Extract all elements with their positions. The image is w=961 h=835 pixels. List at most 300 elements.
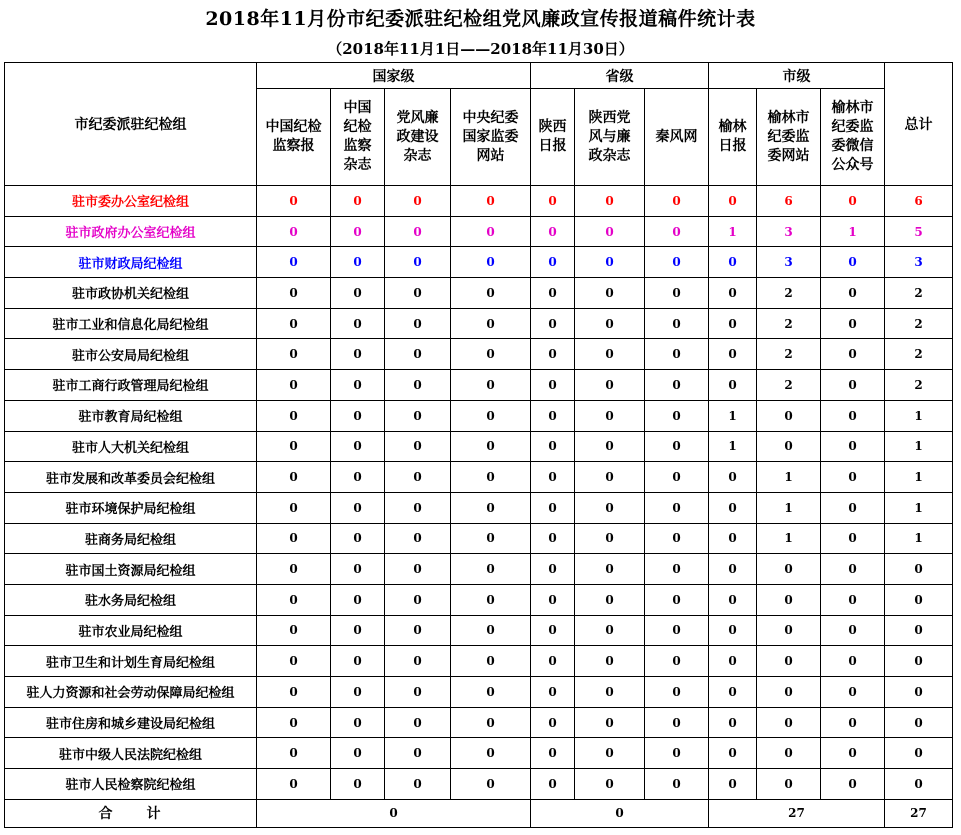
grand-total-row xyxy=(5,799,953,827)
column-header xyxy=(821,89,885,186)
value-cell: 0 xyxy=(645,492,709,523)
value-cell: 0 xyxy=(451,707,531,738)
value-cell: 0 xyxy=(709,646,757,677)
value-cell: 0 xyxy=(331,615,385,646)
value-cell: 0 xyxy=(331,492,385,523)
column-header-line: 中央纪委 xyxy=(462,109,519,126)
value-cell: 0 xyxy=(531,400,575,431)
value-cell: 0 xyxy=(821,186,885,217)
group-national-header: 国家级 xyxy=(257,63,531,89)
row-total-cell: 2 xyxy=(885,308,953,339)
row-total-cell: 0 xyxy=(885,738,953,769)
value-cell: 0 xyxy=(645,216,709,247)
value-cell: 0 xyxy=(575,462,645,493)
value-cell: 0 xyxy=(709,769,757,800)
value-cell: 0 xyxy=(645,339,709,370)
value-cell: 0 xyxy=(257,646,331,677)
value-cell: 0 xyxy=(385,769,451,800)
value-cell: 0 xyxy=(531,370,575,401)
value-cell: 0 xyxy=(531,216,575,247)
value-cell: 2 xyxy=(757,370,821,401)
row-name-cell: 驻市政协机关纪检组 xyxy=(5,278,257,309)
value-cell: 2 xyxy=(757,339,821,370)
value-cell: 0 xyxy=(385,278,451,309)
value-cell: 0 xyxy=(331,769,385,800)
table-row xyxy=(5,247,953,278)
value-cell: 0 xyxy=(257,492,331,523)
row-total-cell: 0 xyxy=(885,677,953,708)
column-header-line: 纪委监 xyxy=(831,119,874,135)
value-cell: 0 xyxy=(257,584,331,615)
column-header-line: 日报 xyxy=(718,138,747,154)
value-cell: 0 xyxy=(331,462,385,493)
value-cell: 0 xyxy=(645,646,709,677)
value-cell: 0 xyxy=(757,646,821,677)
value-cell: 0 xyxy=(385,462,451,493)
value-cell: 0 xyxy=(451,523,531,554)
value-cell: 0 xyxy=(385,370,451,401)
column-header-line: 国家监委 xyxy=(462,128,519,145)
row-name-cell: 驻市工业和信息化局纪检组 xyxy=(5,308,257,339)
value-cell: 0 xyxy=(709,339,757,370)
value-cell: 0 xyxy=(709,707,757,738)
column-header-line: 杂志 xyxy=(403,147,432,164)
row-label-header: 市纪委派驻纪检组 xyxy=(5,63,257,186)
row-total-cell: 2 xyxy=(885,278,953,309)
value-cell: 0 xyxy=(575,370,645,401)
row-total-cell: 5 xyxy=(885,216,953,247)
value-cell: 0 xyxy=(451,677,531,708)
value-cell: 0 xyxy=(709,738,757,769)
value-cell: 0 xyxy=(331,677,385,708)
value-cell: 0 xyxy=(385,186,451,217)
value-cell: 3 xyxy=(757,247,821,278)
value-cell: 0 xyxy=(257,308,331,339)
value-cell: 0 xyxy=(331,584,385,615)
column-header-line: 秦风网 xyxy=(655,128,698,145)
column-header-line: 纪检 xyxy=(343,119,372,135)
value-cell: 0 xyxy=(531,462,575,493)
value-cell: 0 xyxy=(709,370,757,401)
table-row xyxy=(5,431,953,462)
row-total-cell: 2 xyxy=(885,339,953,370)
value-cell: 3 xyxy=(757,216,821,247)
value-cell: 0 xyxy=(645,186,709,217)
value-cell: 0 xyxy=(709,247,757,278)
value-cell: 0 xyxy=(257,523,331,554)
value-cell: 0 xyxy=(757,738,821,769)
value-cell: 0 xyxy=(645,523,709,554)
column-header-line: 政杂志 xyxy=(588,147,631,164)
column-header-line: 监察 xyxy=(343,138,372,154)
value-cell: 0 xyxy=(531,615,575,646)
value-cell: 0 xyxy=(821,769,885,800)
value-cell: 0 xyxy=(645,769,709,800)
column-header-line: 榆林市 xyxy=(831,100,874,116)
value-cell: 0 xyxy=(385,339,451,370)
value-cell: 0 xyxy=(257,677,331,708)
column-header-line: 网站 xyxy=(476,147,505,164)
table-row xyxy=(5,707,953,738)
column-header xyxy=(575,89,645,186)
value-cell: 0 xyxy=(757,769,821,800)
table-row xyxy=(5,615,953,646)
value-cell: 1 xyxy=(757,523,821,554)
column-header-line: 中国 xyxy=(343,100,372,116)
row-total-cell: 1 xyxy=(885,492,953,523)
table-row xyxy=(5,523,953,554)
row-total-cell: 0 xyxy=(885,707,953,738)
statistics-table xyxy=(4,62,953,828)
value-cell: 0 xyxy=(451,216,531,247)
column-header-line: 委微信 xyxy=(831,138,874,154)
value-cell: 0 xyxy=(331,554,385,585)
value-cell: 1 xyxy=(709,431,757,462)
column-header-line: 风与廉 xyxy=(588,128,631,145)
provincial-total-cell: 0 xyxy=(531,799,709,827)
value-cell: 0 xyxy=(257,186,331,217)
row-name-cell: 驻水务局纪检组 xyxy=(5,584,257,615)
value-cell: 0 xyxy=(257,615,331,646)
table-row xyxy=(5,400,953,431)
value-cell: 0 xyxy=(575,339,645,370)
value-cell: 0 xyxy=(451,370,531,401)
value-cell: 0 xyxy=(531,247,575,278)
table-row xyxy=(5,554,953,585)
table-row xyxy=(5,216,953,247)
city-total-cell: 27 xyxy=(709,799,885,827)
row-total-cell: 0 xyxy=(885,584,953,615)
row-name-cell: 驻市公安局局纪检组 xyxy=(5,339,257,370)
value-cell: 0 xyxy=(451,400,531,431)
value-cell: 0 xyxy=(709,677,757,708)
row-name-cell: 驻市国土资源局纪检组 xyxy=(5,554,257,585)
value-cell: 0 xyxy=(531,339,575,370)
value-cell: 0 xyxy=(257,339,331,370)
row-name-cell: 驻市教育局纪检组 xyxy=(5,400,257,431)
value-cell: 0 xyxy=(331,431,385,462)
value-cell: 0 xyxy=(257,247,331,278)
value-cell: 0 xyxy=(821,400,885,431)
value-cell: 0 xyxy=(331,400,385,431)
value-cell: 0 xyxy=(645,370,709,401)
value-cell: 0 xyxy=(821,492,885,523)
value-cell: 0 xyxy=(257,370,331,401)
column-header xyxy=(757,89,821,186)
value-cell: 0 xyxy=(257,462,331,493)
value-cell: 0 xyxy=(575,738,645,769)
column-header-line: 陕西党 xyxy=(588,109,631,126)
value-cell: 0 xyxy=(331,278,385,309)
value-cell: 0 xyxy=(821,554,885,585)
value-cell: 0 xyxy=(257,769,331,800)
value-cell: 0 xyxy=(709,492,757,523)
row-total-cell: 0 xyxy=(885,769,953,800)
value-cell: 0 xyxy=(331,247,385,278)
column-header-line: 榆林 xyxy=(718,119,747,135)
row-name-cell: 驻商务局纪检组 xyxy=(5,523,257,554)
value-cell: 0 xyxy=(757,400,821,431)
value-cell: 0 xyxy=(575,400,645,431)
value-cell: 0 xyxy=(451,278,531,309)
table-row xyxy=(5,308,953,339)
value-cell: 0 xyxy=(645,308,709,339)
column-header xyxy=(645,89,709,186)
row-total-cell: 0 xyxy=(885,646,953,677)
value-cell: 0 xyxy=(645,278,709,309)
value-cell: 0 xyxy=(709,615,757,646)
table-row xyxy=(5,769,953,800)
value-cell: 0 xyxy=(385,216,451,247)
value-cell: 0 xyxy=(709,554,757,585)
value-cell: 0 xyxy=(757,431,821,462)
value-cell: 0 xyxy=(451,738,531,769)
column-header xyxy=(331,89,385,186)
value-cell: 0 xyxy=(821,738,885,769)
column-header-line: 公众号 xyxy=(831,157,874,173)
value-cell: 0 xyxy=(645,738,709,769)
value-cell: 0 xyxy=(531,554,575,585)
table-row xyxy=(5,646,953,677)
value-cell: 0 xyxy=(821,339,885,370)
value-cell: 0 xyxy=(257,431,331,462)
value-cell: 0 xyxy=(575,216,645,247)
value-cell: 0 xyxy=(531,523,575,554)
column-header-line: 陕西 xyxy=(538,119,567,135)
value-cell: 0 xyxy=(575,492,645,523)
value-cell: 0 xyxy=(575,247,645,278)
value-cell: 0 xyxy=(575,584,645,615)
value-cell: 0 xyxy=(645,677,709,708)
column-header xyxy=(385,89,451,186)
value-cell: 0 xyxy=(575,186,645,217)
table-row xyxy=(5,186,953,217)
value-cell: 0 xyxy=(531,584,575,615)
value-cell: 0 xyxy=(821,523,885,554)
group-city-header: 市级 xyxy=(709,63,885,89)
value-cell: 0 xyxy=(821,646,885,677)
value-cell: 0 xyxy=(821,462,885,493)
value-cell: 0 xyxy=(531,186,575,217)
value-cell: 0 xyxy=(257,278,331,309)
value-cell: 0 xyxy=(531,677,575,708)
value-cell: 0 xyxy=(575,707,645,738)
value-cell: 1 xyxy=(757,492,821,523)
column-header xyxy=(531,89,575,186)
value-cell: 0 xyxy=(385,677,451,708)
column-header xyxy=(257,89,331,186)
value-cell: 0 xyxy=(575,677,645,708)
value-cell: 0 xyxy=(821,431,885,462)
row-name-cell: 驻市委办公室纪检组 xyxy=(5,186,257,217)
value-cell: 0 xyxy=(821,707,885,738)
value-cell: 0 xyxy=(821,370,885,401)
value-cell: 0 xyxy=(451,431,531,462)
table-row xyxy=(5,584,953,615)
row-total-cell: 1 xyxy=(885,431,953,462)
value-cell: 2 xyxy=(757,278,821,309)
value-cell: 0 xyxy=(331,308,385,339)
value-cell: 0 xyxy=(645,462,709,493)
value-cell: 0 xyxy=(531,492,575,523)
value-cell: 0 xyxy=(821,308,885,339)
value-cell: 0 xyxy=(645,400,709,431)
value-cell: 0 xyxy=(531,278,575,309)
column-header-line: 杂志 xyxy=(343,157,372,173)
value-cell: 0 xyxy=(451,339,531,370)
row-total-cell: 0 xyxy=(885,554,953,585)
value-cell: 0 xyxy=(451,615,531,646)
value-cell: 0 xyxy=(257,216,331,247)
row-name-cell: 驻市环境保护局纪检组 xyxy=(5,492,257,523)
row-name-cell: 驻市政府办公室纪检组 xyxy=(5,216,257,247)
value-cell: 0 xyxy=(709,308,757,339)
row-name-cell: 驻市农业局纪检组 xyxy=(5,615,257,646)
column-header xyxy=(451,89,531,186)
value-cell: 0 xyxy=(385,615,451,646)
row-name-cell: 驻市住房和城乡建设局纪检组 xyxy=(5,707,257,738)
value-cell: 0 xyxy=(645,615,709,646)
value-cell: 0 xyxy=(575,431,645,462)
row-name-cell: 驻人力资源和社会劳动保障局纪检组 xyxy=(5,677,257,708)
value-cell: 0 xyxy=(451,769,531,800)
value-cell: 0 xyxy=(757,554,821,585)
value-cell: 1 xyxy=(709,400,757,431)
total-header: 总计 xyxy=(885,63,953,186)
column-header xyxy=(709,89,757,186)
row-name-cell: 驻市财政局纪检组 xyxy=(5,247,257,278)
national-total-cell: 0 xyxy=(257,799,531,827)
value-cell: 0 xyxy=(575,523,645,554)
value-cell: 0 xyxy=(709,278,757,309)
row-name-cell: 驻市发展和改革委员会纪检组 xyxy=(5,462,257,493)
value-cell: 0 xyxy=(385,523,451,554)
value-cell: 1 xyxy=(757,462,821,493)
value-cell: 0 xyxy=(575,646,645,677)
value-cell: 0 xyxy=(451,492,531,523)
row-total-cell: 2 xyxy=(885,370,953,401)
value-cell: 0 xyxy=(709,584,757,615)
value-cell: 0 xyxy=(531,431,575,462)
value-cell: 0 xyxy=(257,554,331,585)
value-cell: 0 xyxy=(385,308,451,339)
row-name-cell: 驻市人民检察院纪检组 xyxy=(5,769,257,800)
row-total-cell: 1 xyxy=(885,523,953,554)
value-cell: 6 xyxy=(757,186,821,217)
column-header-line: 榆林市 xyxy=(767,109,810,126)
value-cell: 0 xyxy=(451,646,531,677)
value-cell: 0 xyxy=(385,400,451,431)
value-cell: 0 xyxy=(575,554,645,585)
grand-total-cell: 27 xyxy=(885,799,953,827)
row-total-cell: 6 xyxy=(885,186,953,217)
value-cell: 0 xyxy=(385,247,451,278)
row-total-cell: 1 xyxy=(885,400,953,431)
value-cell: 0 xyxy=(451,584,531,615)
value-cell: 0 xyxy=(645,707,709,738)
value-cell: 0 xyxy=(331,186,385,217)
value-cell: 0 xyxy=(645,247,709,278)
value-cell: 0 xyxy=(451,462,531,493)
value-cell: 0 xyxy=(531,769,575,800)
value-cell: 0 xyxy=(531,308,575,339)
value-cell: 0 xyxy=(451,554,531,585)
value-cell: 0 xyxy=(575,615,645,646)
value-cell: 0 xyxy=(575,308,645,339)
value-cell: 0 xyxy=(821,677,885,708)
value-cell: 0 xyxy=(331,646,385,677)
value-cell: 0 xyxy=(331,370,385,401)
value-cell: 0 xyxy=(257,738,331,769)
value-cell: 0 xyxy=(385,431,451,462)
value-cell: 0 xyxy=(331,339,385,370)
column-header-line: 党风廉 xyxy=(396,109,439,126)
value-cell: 0 xyxy=(385,584,451,615)
row-name-cell: 驻市工商行政管理局纪检组 xyxy=(5,370,257,401)
row-name-cell: 驻市中级人民法院纪检组 xyxy=(5,738,257,769)
row-name-cell: 驻市卫生和计划生育局纪检组 xyxy=(5,646,257,677)
value-cell: 0 xyxy=(531,707,575,738)
table-row xyxy=(5,370,953,401)
value-cell: 0 xyxy=(709,186,757,217)
value-cell: 0 xyxy=(709,523,757,554)
value-cell: 1 xyxy=(821,216,885,247)
value-cell: 0 xyxy=(257,707,331,738)
row-total-cell: 0 xyxy=(885,615,953,646)
row-total-cell: 3 xyxy=(885,247,953,278)
value-cell: 0 xyxy=(451,186,531,217)
value-cell: 0 xyxy=(709,462,757,493)
value-cell: 0 xyxy=(331,216,385,247)
page-title: 2018年11月份市纪委派驻纪检组党风廉政宣传报道稿件统计表 xyxy=(205,8,756,30)
value-cell: 0 xyxy=(385,707,451,738)
table-row xyxy=(5,278,953,309)
value-cell: 0 xyxy=(385,738,451,769)
value-cell: 0 xyxy=(385,492,451,523)
table-row xyxy=(5,738,953,769)
value-cell: 0 xyxy=(645,584,709,615)
value-cell: 0 xyxy=(757,677,821,708)
page-subtitle: （2018年11月1日——2018年11月30日） xyxy=(327,40,634,58)
value-cell: 0 xyxy=(821,584,885,615)
value-cell: 0 xyxy=(531,646,575,677)
value-cell: 0 xyxy=(821,278,885,309)
value-cell: 0 xyxy=(757,707,821,738)
value-cell: 0 xyxy=(821,247,885,278)
column-header-line: 日报 xyxy=(538,138,567,154)
value-cell: 0 xyxy=(257,400,331,431)
value-cell: 0 xyxy=(575,278,645,309)
table-row xyxy=(5,677,953,708)
column-header-line: 纪委监 xyxy=(767,128,810,145)
value-cell: 0 xyxy=(331,707,385,738)
value-cell: 0 xyxy=(385,554,451,585)
row-total-cell: 1 xyxy=(885,462,953,493)
value-cell: 0 xyxy=(331,523,385,554)
table-row xyxy=(5,339,953,370)
value-cell: 0 xyxy=(451,308,531,339)
value-cell: 0 xyxy=(531,738,575,769)
column-header-line: 中国纪检 xyxy=(265,119,322,135)
value-cell: 0 xyxy=(575,769,645,800)
value-cell: 0 xyxy=(645,554,709,585)
table-row xyxy=(5,492,953,523)
value-cell: 0 xyxy=(821,615,885,646)
value-cell: 1 xyxy=(709,216,757,247)
table-row xyxy=(5,462,953,493)
value-cell: 0 xyxy=(451,247,531,278)
column-header-line: 委网站 xyxy=(767,147,810,164)
